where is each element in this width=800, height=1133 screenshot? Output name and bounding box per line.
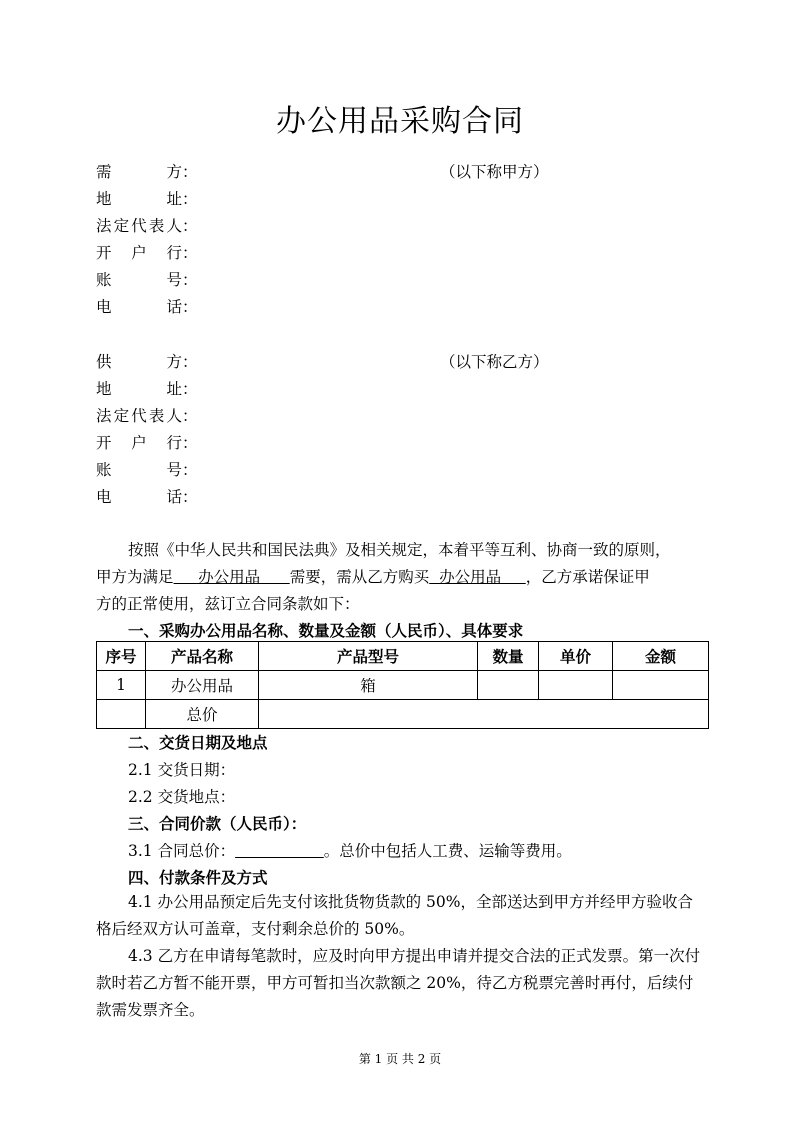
payment-clause-4-1: 4.1 办公用品预定后先支付该批货物货款的 50%，全部送达到甲方并经甲方验收合格后经双方认可盖章，支付剩余总价的 50%。 [96,893,693,938]
field-label: 电话 [96,298,182,316]
section-4-heading: 四、付款条件及方式 [128,868,268,887]
field-label: 地址 [96,380,182,398]
party-a-note: （以下称甲方） [440,163,549,181]
section-1-heading: 一、采购办公用品名称、数量及金额（人民币）、具体要求 [128,621,524,640]
col-header: 产品名称 [146,642,259,671]
page-footer: 第 1 页 共 2 页 [358,1052,442,1066]
total-value-cell [259,700,709,729]
field-label: 开户行 [96,434,182,452]
field-label: 供方 [96,353,182,371]
section-3-heading: 三、合同价款（人民币）： [128,814,307,833]
delivery-place-item: 2.2 交货地点： [128,788,236,806]
table-cell [539,671,613,700]
table-cell: 箱 [259,671,478,700]
field-label: 需方 [96,163,182,181]
intro-text: 甲方为满足 [96,568,174,586]
party-b-supplier-row: 供方： [96,350,198,372]
intro-text: ，乙方承诺保证甲 [525,568,650,586]
intro-paragraph [96,537,708,618]
table-total-row [97,700,709,729]
delivery-date-item: 2.1 交货日期： [128,761,236,779]
party-a-buyer-row: 需方： [96,160,198,182]
total-price-item [128,839,572,861]
field-label: 电话 [96,488,182,506]
table-cell: 办公用品 [146,671,259,700]
intro-line-1: 按照《中华人民共和国民法典》及相关规定，本着平等互利、协商一致的原则， [128,541,671,559]
table-row [97,671,709,700]
table-header-row [97,642,709,671]
party-b-representative-row: 法定代表人： [96,404,198,426]
col-header: 数量 [478,642,539,671]
buy-blank: 办公用品 [429,568,526,586]
contract-title: 办公用品采购合同 [276,104,524,139]
col-header: 金额 [613,642,709,671]
section-2-heading: 二、交货日期及地点 [128,733,268,752]
intro-text: 需要，需从乙方购买 [289,568,430,586]
party-a-bank-row: 开户行： [96,241,198,263]
party-a-representative-row: 法定代表人： [96,214,198,236]
products-table [96,641,709,729]
party-a-phone-row: 电话： [96,295,198,317]
total-price-blank [235,842,324,860]
field-label: 地址 [96,190,182,208]
field-label: 账号 [96,271,182,289]
col-header: 序号 [97,642,146,671]
party-b-phone-row: 电话： [96,485,198,507]
item-text: 。总价中包括人工费、运输等费用。 [323,842,572,860]
total-label: 总价 [146,700,259,729]
need-blank: 办公用品 [173,568,290,586]
party-b-bank-row: 开户行： [96,431,198,453]
item-text: 3.1 合同总价： [128,842,236,860]
col-header: 单价 [539,642,613,671]
col-header: 产品型号 [259,642,478,671]
table-cell: 1 [97,671,146,700]
party-b-note: （以下称乙方） [440,353,549,371]
field-label: 开户行 [96,244,182,262]
field-label: 法定代表人 [96,217,182,235]
field-label: 法定代表人 [96,407,182,425]
table-cell [478,671,539,700]
party-a-account-row: 账号： [96,268,198,290]
table-cell [97,700,146,729]
party-a-address-row: 地址： [96,187,198,209]
intro-line-3: 方的正常使用，兹订立合同条款如下： [96,595,360,613]
field-label: 账号 [96,461,182,479]
intro-line-2 [96,564,708,591]
party-b-account-row: 账号： [96,458,198,480]
table-cell [613,671,709,700]
party-b-address-row: 地址： [96,377,198,399]
payment-clause-4-3: 4.3 乙方在申请每笔款时，应及时向甲方提出申请并提交合法的正式发票。第一次付款时若乙方暂不能开票，甲方可暂扣当次款额之 20%，待乙方税票完善时再付，后续付款需发票齐全。 [96,947,701,1019]
